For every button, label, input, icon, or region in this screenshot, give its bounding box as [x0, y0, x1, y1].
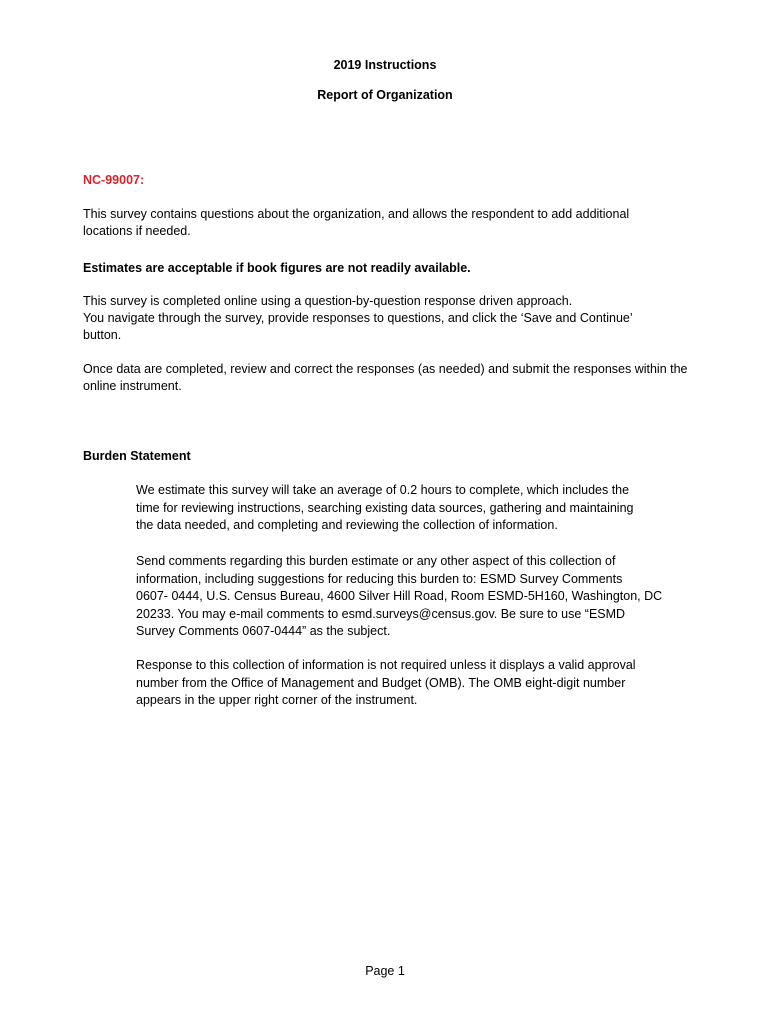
burden-line: 20233. You may e-mail comments to esmd.surveys@census.gov. Be sure to use “ESMD [136, 606, 626, 621]
review-line: online instrument. [83, 379, 182, 393]
document-title: 2019 Instructions [333, 58, 437, 72]
burden-line: Response to this collection of information is not required unless it displays a valid approval [136, 658, 636, 672]
intro-paragraph [83, 206, 703, 240]
burden-heading: Burden Statement [83, 449, 191, 463]
burden-line: the data needed, and completing and reviewing the collection of information. [136, 518, 558, 532]
estimates-note: Estimates are acceptable if book figures are not readily available. [83, 261, 471, 275]
review-paragraph [83, 361, 703, 395]
burden-line: Survey Comments 0607-0444” as the subject. [136, 624, 391, 638]
review-line: Once data are completed, review and correct the responses (as needed) and submit the responses within the [83, 362, 688, 376]
burden-paragraph-1 [136, 482, 666, 535]
online-line: button. [83, 328, 122, 342]
burden-line: number from the Office of Management and Budget (OMB). The OMB eight-digit number [136, 675, 626, 690]
burden-line: appears in the upper right corner of the instrument. [136, 693, 418, 707]
online-line: This survey is completed online using a question-by-question response driven approach. [83, 294, 573, 308]
burden-line: information, including suggestions for reducing this burden to: ESMD Survey Comments [136, 571, 623, 586]
online-paragraph [83, 293, 703, 344]
form-code: NC-99007: [83, 173, 145, 187]
burden-paragraph-2 [136, 553, 666, 641]
burden-line: 0607- 0444, U.S. Census Bureau, 4600 Silver Hill Road, Room ESMD-5H160, Washington, DC [136, 589, 663, 603]
intro-line: This survey contains questions about the organization, and allows the respondent to add additional [83, 207, 630, 221]
burden-line: time for reviewing instructions, searching existing data sources, gathering and maintaining [136, 500, 634, 515]
burden-line: Send comments regarding this burden estimate or any other aspect of this collection of [136, 554, 616, 568]
burden-paragraph-3 [136, 657, 666, 710]
intro-line: locations if needed. [83, 224, 191, 238]
page-number: Page 1 [365, 964, 405, 978]
online-line: You navigate through the survey, provide responses to questions, and click the ‘Save and Continue’ [83, 311, 633, 325]
document-subtitle: Report of Organization [317, 88, 453, 102]
burden-line: We estimate this survey will take an average of 0.2 hours to complete, which includes the [136, 483, 630, 497]
